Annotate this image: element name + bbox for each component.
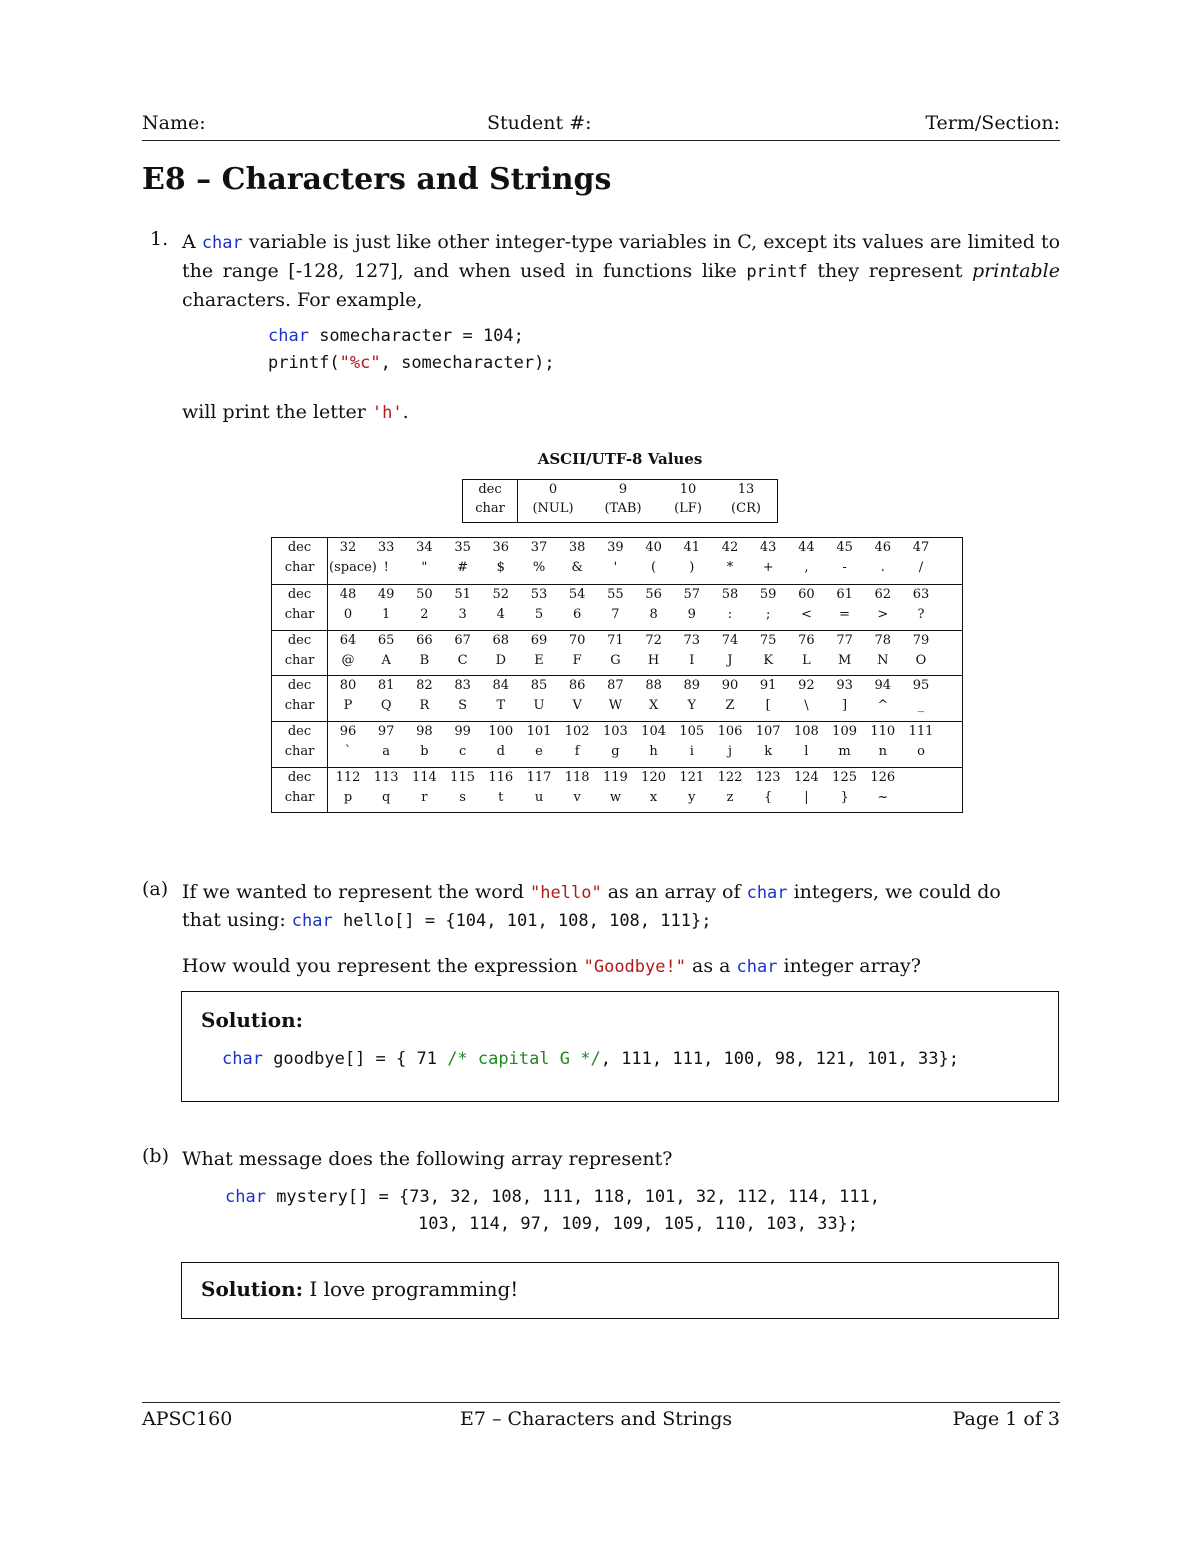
table-cell: 43	[759, 540, 777, 555]
table-cell: 6	[573, 606, 582, 622]
table-cell: C	[457, 652, 468, 668]
part-a-line-2: that using: char hello[] = {104, 101, 108, 108, 111};	[182, 909, 712, 931]
table-caption: ASCII/UTF-8 Values	[537, 450, 703, 468]
table-cell: 106	[717, 724, 743, 740]
table-cell: >	[877, 606, 889, 622]
table-cell: 121	[679, 770, 705, 785]
table-cell: m	[838, 744, 851, 760]
table-cell: 53	[530, 586, 548, 602]
table-cell: _	[917, 698, 925, 714]
table-cell: Q	[380, 698, 392, 714]
table-cell: .	[880, 560, 885, 575]
table-cell: 54	[568, 586, 586, 602]
table-cell: d	[496, 744, 505, 760]
table-cell: l	[804, 744, 809, 760]
example-code-line-1: char somecharacter = 104;	[268, 326, 524, 346]
table-cell: :	[727, 606, 733, 622]
table-cell: 56	[645, 586, 662, 602]
table-cell: <	[800, 606, 812, 622]
table-cell: 67	[454, 632, 471, 648]
will-print-text: will print the letter 'h'.	[182, 401, 409, 423]
table-cell: Z	[725, 698, 735, 714]
table-row	[272, 538, 962, 584]
table-cell: {	[764, 790, 773, 805]
table-cell: 2	[420, 606, 429, 622]
table-cell: 13	[737, 482, 755, 497]
table-cell: n	[878, 744, 887, 760]
table-cell: &	[571, 560, 583, 575]
table-cell: K	[763, 652, 774, 668]
table-cell: B	[419, 652, 430, 668]
table-cell: 5	[534, 606, 544, 622]
solution-code: char goodbye[] = { 71 /* capital G */, 111, 111, 100, 98, 121, 101, 33};	[222, 1049, 959, 1069]
table-cell: 102	[564, 724, 590, 740]
row-header-char: char	[284, 698, 315, 714]
table-cell: g	[611, 744, 620, 760]
table-cell: \	[804, 698, 809, 714]
table-cell: 108	[793, 724, 819, 740]
part-b-question: What message does the following array represent?	[182, 1148, 673, 1170]
table-cell: |	[804, 790, 809, 805]
table-cell: R	[419, 698, 430, 714]
table-cell: 41	[683, 540, 701, 555]
table-cell: 1	[382, 606, 391, 622]
table-cell: 101	[526, 724, 552, 740]
row-header-dec: dec	[287, 724, 312, 740]
table-cell: 125	[832, 770, 857, 785]
table-cell: 38	[568, 540, 586, 555]
table-cell: p	[343, 790, 353, 805]
table-cell: 59	[759, 586, 777, 602]
mystery-code-line-1: char mystery[] = {73, 32, 108, 111, 118, 101, 32, 112, 114, 111,	[225, 1187, 881, 1207]
table-cell: 103	[602, 724, 628, 740]
table-cell: 110	[870, 724, 896, 740]
table-cell: F	[572, 652, 582, 668]
table-cell: v	[573, 790, 581, 805]
table-cell: #	[457, 560, 469, 575]
table-cell: 117	[526, 770, 552, 785]
table-cell: 99	[454, 724, 471, 740]
table-cell: 72	[645, 632, 662, 648]
table-cell: 73	[683, 632, 701, 648]
row-header-dec: dec	[287, 632, 312, 648]
table-cell: 71	[607, 632, 624, 648]
table-cell: k	[764, 744, 773, 760]
footer-title: E7 – Characters and Strings	[460, 1408, 733, 1430]
table-cell: (space)	[329, 560, 377, 575]
table-cell: !	[383, 560, 389, 575]
table-cell: 36	[492, 540, 510, 555]
table-cell: 0	[343, 606, 353, 622]
table-cell: u	[534, 790, 544, 805]
table-cell: P	[343, 698, 353, 714]
table-cell: 65	[377, 632, 395, 648]
table-cell: ~	[877, 790, 889, 805]
table-cell: 75	[759, 632, 777, 648]
row-header-char: char	[284, 606, 315, 622]
table-cell: 37	[530, 540, 548, 555]
table-cell: 44	[798, 540, 815, 555]
table-cell: J	[727, 652, 733, 668]
table-row	[272, 767, 962, 814]
row-header-dec: dec	[287, 770, 312, 785]
table-cell: 51	[454, 586, 471, 602]
row-header-dec: dec	[287, 678, 312, 694]
table-cell: G	[610, 652, 621, 668]
table-cell: j	[727, 744, 733, 760]
table-cell: S	[458, 698, 468, 714]
row-header-char: char	[284, 560, 315, 575]
table-cell: +	[762, 560, 774, 575]
table-cell: 79	[912, 632, 930, 648]
table-cell: 91	[759, 678, 777, 694]
table-cell: 95	[912, 678, 930, 694]
table-cell: i	[689, 744, 694, 760]
table-cell: 87	[607, 678, 624, 694]
mystery-code-line-2: 103, 114, 97, 109, 109, 105, 110, 103, 33};	[418, 1214, 859, 1234]
table-cell: 32	[339, 540, 357, 555]
table-cell: 118	[564, 770, 590, 785]
table-cell: Y	[687, 698, 697, 714]
table-cell: 60	[798, 586, 815, 602]
name-label: Name:	[142, 112, 206, 134]
course-code: APSC160	[142, 1408, 233, 1430]
table-cell: 76	[798, 632, 815, 648]
table-cell: 94	[874, 678, 892, 694]
table-cell: /	[918, 560, 924, 575]
student-number-label: Student #:	[487, 112, 592, 134]
table-cell: 124	[793, 770, 819, 785]
table-cell: (TAB)	[604, 501, 642, 516]
table-cell: 35	[454, 540, 471, 555]
table-cell: ]	[842, 698, 848, 714]
table-cell: 7	[611, 606, 620, 622]
table-cell: E	[534, 652, 544, 668]
table-cell: b	[420, 744, 429, 760]
solution-box-b	[181, 1262, 1059, 1319]
table-row	[272, 630, 962, 677]
table-cell: 78	[874, 632, 892, 648]
row-header-dec: dec	[287, 586, 312, 602]
table-cell: 8	[649, 606, 658, 622]
table-cell: 112	[335, 770, 361, 785]
header-dec: dec	[478, 482, 502, 497]
table-cell: y	[688, 790, 696, 805]
solution-box-a	[181, 991, 1059, 1102]
table-cell: ^	[877, 698, 889, 714]
table-cell: A	[381, 652, 391, 668]
table-cell: ,	[804, 560, 809, 575]
table-cell: 61	[836, 586, 853, 602]
table-cell: M	[837, 652, 852, 668]
part-a-line-1: If we wanted to represent the word "hello" as an array of char integers, we could do	[182, 881, 1001, 903]
table-cell: O	[915, 652, 927, 668]
table-cell: (LF)	[674, 501, 702, 516]
part-a-label: (a)	[142, 878, 169, 900]
table-cell: 48	[339, 586, 357, 602]
table-cell: 80	[339, 678, 357, 694]
table-cell: 77	[836, 632, 853, 648]
solution-b-content: Solution: I love programming!	[201, 1277, 519, 1301]
table-cell: 123	[755, 770, 781, 785]
table-cell: I	[689, 652, 695, 668]
table-cell: (CR)	[731, 501, 761, 516]
table-cell: 86	[568, 678, 586, 694]
table-cell: 68	[492, 632, 510, 648]
table-cell: %	[532, 560, 546, 575]
table-cell: 97	[377, 724, 395, 740]
table-cell: 74	[721, 632, 739, 648]
table-cell: W	[608, 698, 623, 714]
table-cell: 104	[641, 724, 666, 740]
table-cell: 57	[683, 586, 701, 602]
page-header	[142, 112, 1060, 141]
table-cell: z	[726, 790, 734, 805]
table-cell: T	[496, 698, 506, 714]
table-cell: 64	[339, 632, 357, 648]
table-cell: 126	[870, 770, 896, 785]
table-cell: V	[572, 698, 582, 714]
table-cell: (	[651, 560, 657, 575]
question-number: 1.	[150, 228, 169, 250]
table-cell: a	[382, 744, 391, 760]
table-cell: 42	[721, 540, 739, 555]
table-cell: 62	[874, 586, 892, 602]
table-cell: D	[495, 652, 507, 668]
table-cell: (NUL)	[532, 501, 574, 516]
table-cell: 114	[411, 770, 437, 785]
row-header-char: char	[284, 790, 315, 805]
control-chars-table	[462, 479, 778, 523]
table-cell: -	[842, 560, 847, 575]
table-cell: *	[726, 560, 734, 575]
table-cell: 47	[912, 540, 930, 555]
table-cell: }	[840, 790, 849, 805]
table-cell: 34	[416, 540, 433, 555]
table-cell: q	[382, 790, 391, 805]
table-cell: 55	[607, 586, 624, 602]
table-cell: 100	[488, 724, 514, 740]
table-cell: 58	[721, 586, 739, 602]
table-cell: 0	[548, 482, 558, 497]
row-header-dec: dec	[287, 540, 312, 555]
table-cell: 92	[798, 678, 815, 694]
table-cell: 40	[645, 540, 662, 555]
table-cell: 70	[568, 632, 586, 648]
table-cell: 116	[488, 770, 514, 785]
part-a-question: How would you represent the expression "Goodbye!" as a char integer array?	[182, 955, 921, 977]
table-cell: 115	[450, 770, 475, 785]
table-cell: 3	[458, 606, 467, 622]
table-cell: 84	[492, 678, 510, 694]
table-cell: H	[647, 652, 660, 668]
table-cell: 66	[416, 632, 433, 648]
table-cell: 83	[454, 678, 471, 694]
table-cell: 85	[530, 678, 548, 694]
table-cell: =	[839, 606, 851, 622]
table-cell: [	[765, 698, 771, 714]
table-cell: 49	[377, 586, 395, 602]
table-cell: 50	[416, 586, 433, 602]
table-cell: w	[609, 790, 621, 805]
table-cell: 93	[836, 678, 853, 694]
row-header-char: char	[284, 744, 315, 760]
page-title: E8 – Characters and Strings	[142, 162, 612, 197]
table-cell: ?	[917, 606, 925, 622]
table-cell: e	[535, 744, 543, 760]
row-header-char: char	[284, 652, 315, 668]
table-cell: 82	[416, 678, 433, 694]
table-cell: h	[649, 744, 658, 760]
table-cell: x	[649, 790, 658, 805]
table-cell: 10	[679, 482, 697, 497]
table-cell: 105	[679, 724, 705, 740]
table-cell: )	[689, 560, 695, 575]
ascii-table	[271, 537, 963, 813]
table-row	[272, 675, 962, 722]
table-cell: 81	[377, 678, 395, 694]
table-cell: 107	[755, 724, 781, 740]
page-footer	[142, 1402, 1060, 1430]
table-row	[272, 584, 962, 631]
table-cell: 69	[530, 632, 548, 648]
table-cell: 111	[908, 724, 934, 740]
table-cell: 9	[618, 482, 628, 497]
table-cell: `	[344, 744, 352, 760]
table-cell: @	[341, 652, 355, 668]
table-cell: o	[917, 744, 925, 760]
table-cell: L	[802, 652, 811, 668]
table-cell: $	[496, 560, 505, 575]
table-cell: '	[613, 560, 618, 575]
table-cell: 98	[416, 724, 433, 740]
table-cell: c	[458, 744, 467, 760]
table-row	[272, 721, 962, 768]
table-cell: ;	[765, 606, 771, 622]
question-1-text: A char variable is just like other integer-type variables in C, except its values are limited to the range [-128, 127], and when used in functions like printf they represent printable characters. For example,	[182, 231, 1061, 311]
part-b-label: (b)	[142, 1145, 169, 1167]
table-cell: 119	[602, 770, 628, 785]
solution-title: Solution:	[201, 1008, 304, 1032]
header-char: char	[475, 501, 505, 516]
table-cell: 88	[645, 678, 662, 694]
term-section-label: Term/Section:	[925, 112, 1060, 134]
table-cell: 120	[641, 770, 666, 785]
table-cell: 122	[717, 770, 743, 785]
table-cell: t	[498, 790, 504, 805]
example-code-line-2: printf("%c", somecharacter);	[268, 353, 555, 373]
table-cell: 52	[492, 586, 510, 602]
table-cell: 39	[607, 540, 624, 555]
table-cell: 46	[874, 540, 892, 555]
table-cell: s	[459, 790, 466, 805]
table-cell: 33	[377, 540, 395, 555]
table-cell: 63	[912, 586, 930, 602]
table-cell: 96	[339, 724, 357, 740]
table-cell: f	[574, 744, 580, 760]
table-cell: N	[877, 652, 889, 668]
page-number: Page 1 of 3	[952, 1408, 1060, 1430]
table-cell: "	[421, 560, 428, 575]
table-cell: X	[648, 698, 659, 714]
table-cell: 9	[687, 606, 696, 622]
table-cell: U	[533, 698, 545, 714]
table-cell: r	[421, 790, 428, 805]
table-cell: 45	[836, 540, 853, 555]
table-cell: 90	[721, 678, 739, 694]
table-cell: 89	[683, 678, 701, 694]
table-cell: 109	[832, 724, 857, 740]
table-cell: 113	[373, 770, 399, 785]
table-cell: 4	[496, 606, 505, 622]
